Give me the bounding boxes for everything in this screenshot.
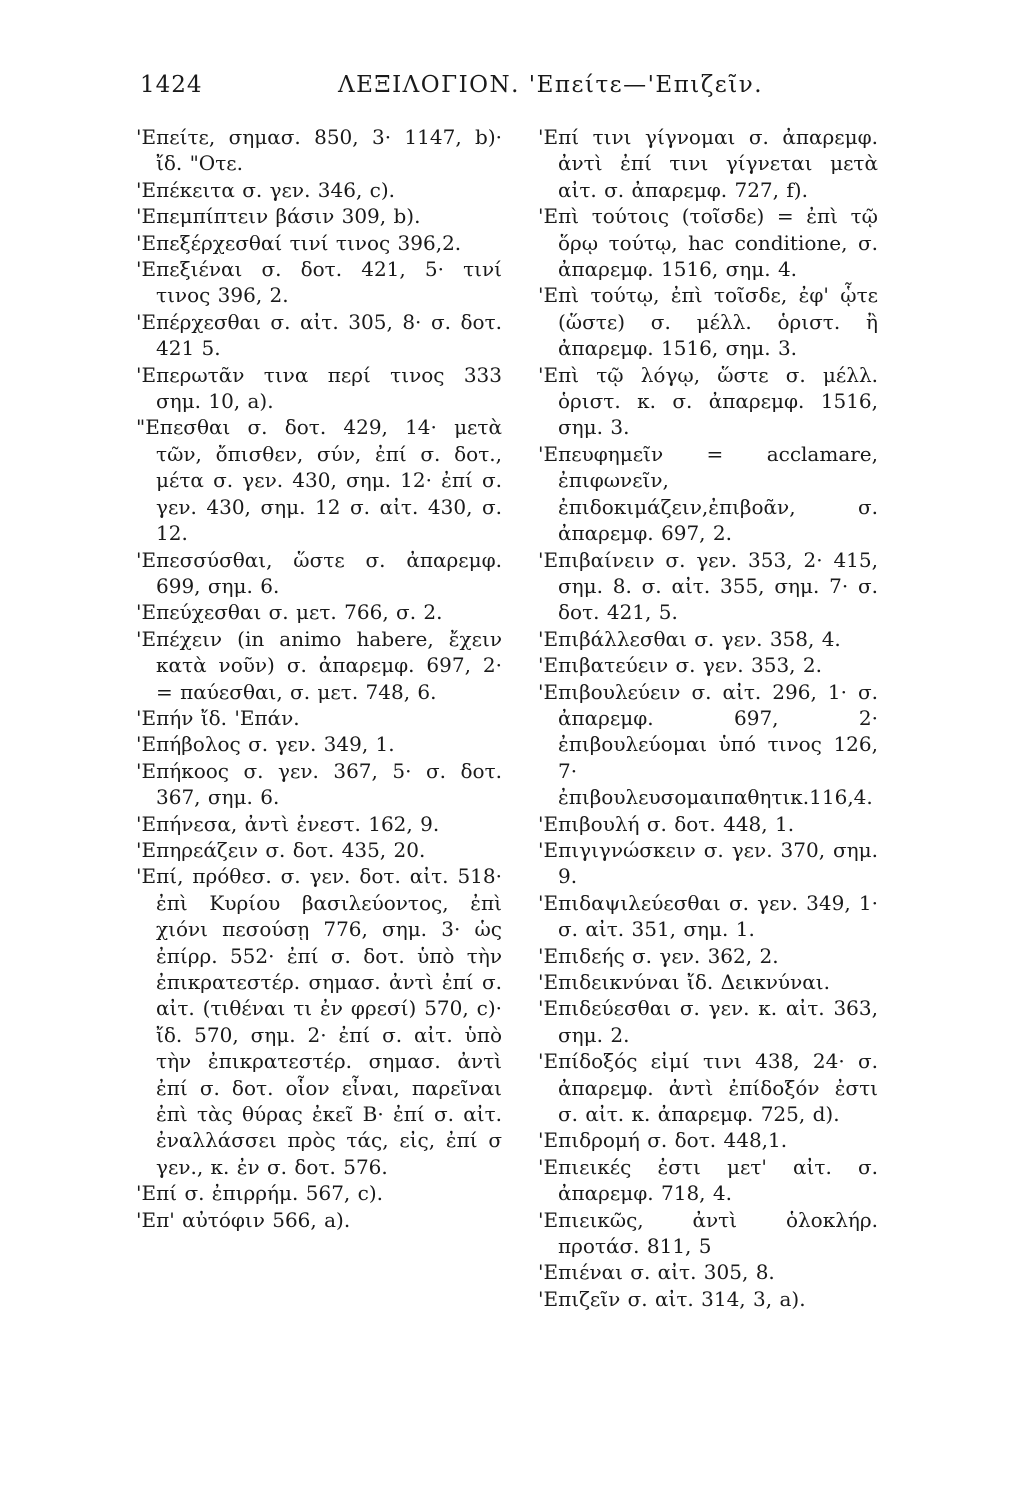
lexicon-entry: 'Επέκειτα σ. γεν. 346, c).: [136, 177, 396, 202]
lexicon-entry: 'Επὶ τῷ λόγῳ, ὥστε σ. μέλλ. ὁριστ. κ. σ. ἀπαρεμφ. 1516, σημ. 3.: [538, 362, 878, 440]
lexicon-entry: 'Επεμπίπτειν βάσιν 309, b).: [136, 204, 421, 229]
lexicon-entry: 'Επιεικῶς, ἀντὶ ὁλοκλήρ. προτάσ. 811, 5: [538, 1207, 878, 1259]
lexicon-entry: 'Επιβουλή σ. δοτ. 448, 1.: [538, 811, 795, 836]
page-header: [0, 72, 1016, 112]
lexicon-entry: 'Επιδεύεσθαι σ. γεν. κ. αἰτ. 363, σημ. 2.: [538, 996, 878, 1047]
lexicon-entry: 'Επευφημεῖν = acclamare, ἐπιφωνεῖν, ἐπιδοκιμάζειν,ἐπιβοᾶν, σ. ἀπαρεμφ. 697, 2.: [538, 441, 878, 546]
page-number: 1424: [140, 72, 203, 98]
lexicon-entry: 'Επηρεάζειν σ. δοτ. 435, 20.: [136, 837, 426, 862]
lexicon-entry: 'Επεξιέναι σ. δοτ. 421, 5· τινί τινος 396, 2.: [136, 257, 502, 308]
left-column: [136, 124, 502, 1233]
lexicon-entry: 'Επιζεῖν σ. αἰτ. 314, 3, a).: [538, 1286, 806, 1311]
lexicon-entry: 'Επιεικές ἐστι μετ' αἰτ. σ. ἀπαρεμφ. 718, 4.: [538, 1154, 878, 1206]
lexicon-entry: 'Επιβαίνειν σ. γεν. 353, 2· 415, σημ. 8. σ. αἰτ. 355, σημ. 7· σ. δοτ. 421, 5.: [538, 547, 878, 625]
lexicon-entry: "Επεσθαι σ. δοτ. 429, 14· μετὰ τῶν, ὄπισθεν, σύν, ἐπί σ. δοτ., μέτα σ. γεν. 430, σημ. 12· ἐπί σ. γεν. 430, σημ. 12 σ. αἰτ. 430, σ. 12.: [136, 415, 502, 546]
lexicon-entry: 'Επεύχεσθαι σ. μετ. 766, σ. 2.: [136, 600, 443, 625]
lexicon-entry: 'Επίδοξός εἰμί τινι 438, 24· σ. ἀπαρεμφ. ἀντὶ ἐπίδοξόν ἐστι σ. αἰτ. κ. ἀπαρεμφ. 725, d).: [538, 1049, 878, 1127]
lexicon-entry: 'Επὶ τούτῳ, ἐπὶ τοῖσδε, ἐφ' ᾧτε (ὥστε) σ. μέλλ. ὁριστ. ἢ ἀπαρεμφ. 1516, σημ. 3.: [538, 283, 878, 361]
lexicon-entry: 'Επί, πρόθεσ. σ. γεν. δοτ. αἰτ. 518· ἐπὶ Κυρίου βασιλεύοντος, ἐπὶ χιόνι πεσούσῃ 776, σημ. 3· ὡς ἐπίρρ. 552· ἐπί σ. δοτ. ὑπὸ τὴν ἐπικρατεστέρ. σημασ. ἀντὶ ἐπί σ. αἰτ. (τιθέναι τι ἐν φρεσί) 570, c)· ἴδ. 570, σημ. 2· ἐπί σ. αἰτ. ὑπὸ τὴν ἐπικρατεστέρ. σημασ. ἀντὶ ἐπί σ. δοτ. οἷον εἶναι, παρεῖναι ἐπὶ τὰς θύρας ἐκεῖ B· ἐπί σ. αἰτ. ἐναλλάσσει πρὸς τάς, εἰς, ἐπί σ γεν., κ. ἐν σ. δοτ. 576.: [136, 864, 502, 1179]
lexicon-entry: 'Επιβάλλεσθαι σ. γεν. 358, 4.: [538, 626, 841, 651]
lexicon-entry: 'Επί σ. ἐπιρρήμ. 567, c).: [136, 1181, 383, 1206]
lexicon-entry: 'Επιβατεύειν σ. γεν. 353, 2.: [538, 653, 822, 678]
lexicon-entry: 'Επιδρομή σ. δοτ. 448,1.: [538, 1128, 788, 1153]
lexicon-entry: 'Επιγιγνώσκειν σ. γεν. 370, σημ. 9.: [538, 837, 878, 889]
lexicon-entry: 'Επιδεής σ. γεν. 362, 2.: [538, 943, 779, 968]
lexicon-entry: 'Επήν ἴδ. 'Επάν.: [136, 705, 300, 730]
lexicon-entry: 'Επήνεσα, ἀντὶ ἐνεστ. 162, 9.: [136, 811, 440, 836]
lexicon-entry: 'Επήβολος σ. γεν. 349, 1.: [136, 732, 395, 757]
lexicon-entry: 'Επεσσύσθαι, ὥστε σ. ἀπαρεμφ. 699, σημ. 6.: [136, 547, 502, 598]
lexicon-entry: 'Επήκοος σ. γεν. 367, 5· σ. δοτ. 367, σημ. 6.: [136, 758, 502, 810]
lexicon-entry: 'Επιδεικνύναι ἴδ. Δεικνύναι.: [538, 970, 830, 994]
lexicon-entry: 'Επιέναι σ. αἰτ. 305, 8.: [538, 1260, 775, 1285]
lexicon-entry: 'Επί τινι γίγνομαι σ. ἀπαρεμφ. ἀντὶ ἐπί τινι γίγνεται μετὰ αἰτ. σ. ἀπαρεμφ. 727, f).: [538, 125, 878, 202]
lexicon-entry: 'Επεξέρχεσθαί τινί τινος 396,2.: [136, 230, 462, 255]
lexicon-entry: 'Επὶ τούτοις (τοῖσδε) = ἐπὶ τῷ ὅρῳ τούτῳ, hac conditione, σ. ἀπαρεμφ. 1516, σημ. 4.: [538, 204, 878, 282]
lexicon-entry: 'Επιβουλεύειν σ. αἰτ. 296, 1· σ. ἀπαρεμφ. 697, 2· ἐπιβουλεύομαι ὑπό τινος 126, 7· ἐπιβουλευσομαιπαθητικ.116,4.: [538, 679, 878, 810]
right-column: [538, 124, 878, 1312]
lexicon-entry: 'Επείτε, σημασ. 850, 3· 1147, b)· ἴδ. "Οτε.: [136, 125, 502, 176]
lexicon-entry: 'Επιδαψιλεύεσθαι σ. γεν. 349, 1· σ. αἰτ. 351, σημ. 1.: [538, 890, 878, 942]
running-title: ΛΕΞΙΛΟΓΙΟΝ. 'Επείτε—'Επιζεῖν.: [338, 72, 764, 98]
lexicon-entry: 'Επερωτᾶν τινα περί τινος 333 σημ. 10, a).: [136, 362, 502, 414]
lexicon-entry: 'Επέχειν (in animo habere, ἔχειν κατὰ νοῦν) σ. ἀπαρεμφ. 697, 2· = παύεσθαι, σ. μετ. 748, 6.: [136, 626, 502, 704]
lexicon-entry: 'Επ' αὐτόφιν 566, a).: [136, 1207, 351, 1232]
lexicon-entry: 'Επέρχεσθαι σ. αἰτ. 305, 8· σ. δοτ. 421 5.: [136, 309, 502, 361]
